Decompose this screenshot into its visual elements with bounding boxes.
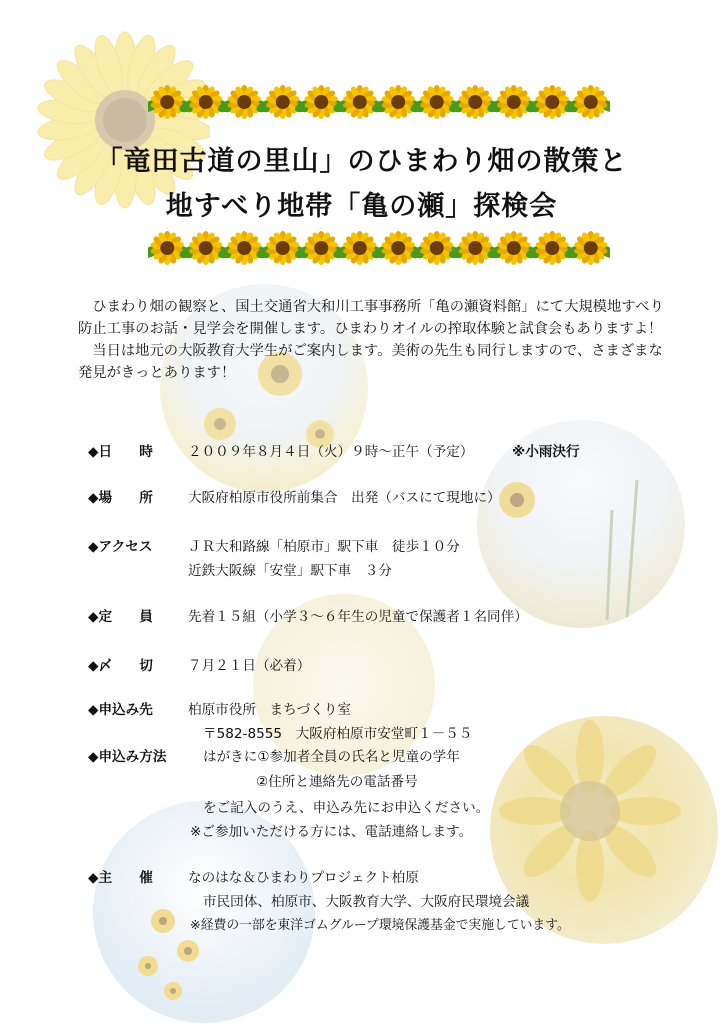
sunflower-icon	[188, 85, 223, 119]
sunflower-icon	[265, 231, 300, 265]
sunflower-icon	[535, 231, 570, 265]
sunflower-icon	[342, 231, 377, 265]
sunflower-icon	[150, 85, 185, 119]
sunflower-icon	[381, 231, 416, 265]
sunflower-icon	[342, 85, 377, 119]
capacity-label: ◆定 員	[88, 609, 153, 625]
method-label: ◆申込み方法	[88, 749, 167, 765]
sunflower-icon	[419, 85, 454, 119]
method-line-1: はがきに①参加者全員の氏名と児童の学年	[203, 749, 460, 765]
apply-to-line-1: 柏原市役所 まちづくり室	[188, 702, 351, 718]
sunflower-icon	[458, 231, 493, 265]
date-note: ※小雨決行	[512, 444, 580, 460]
sunflower-icon	[304, 231, 339, 265]
capacity-value: 先着１５組（小学３〜６年生の児童で保護者１名同伴）	[188, 609, 528, 625]
sunflower-icon	[419, 231, 454, 265]
deadline-label: ◆〆 切	[88, 658, 153, 674]
sunflower-icon	[458, 85, 493, 119]
access-line-1: ＪＲ大和路線「柏原市」駅下車 徒歩１０分	[188, 539, 460, 555]
sunflower-icon	[265, 85, 300, 119]
sunflower-icon	[496, 85, 531, 119]
place-label: ◆場 所	[88, 490, 153, 506]
intro-line: 発見がきっとあります！	[78, 365, 236, 381]
date-label: ◆日 時	[88, 444, 153, 460]
organizer-line-2: 市民団体、柏原市、大阪教育大学、大阪府民環境会議	[203, 894, 530, 910]
place-value: 大阪府柏原市役所前集合 出発（バスにて現地に）	[188, 490, 501, 506]
organizer-line-1: なのはな＆ひまわりプロジェクト柏原	[188, 870, 419, 886]
sunflower-border-bottom	[148, 226, 610, 270]
sunflower-icon	[227, 231, 262, 265]
sunflower-icon	[573, 85, 608, 119]
sunflower-icon	[381, 85, 416, 119]
sunflower-field-photo-2	[477, 420, 685, 628]
sunflower-icon	[188, 231, 223, 265]
apply-to-label: ◆申込み先	[88, 702, 153, 718]
organizer-label: ◆主 催	[88, 870, 153, 886]
method-line-4: ※ご参加いただける方には、電話連絡します。	[190, 824, 473, 840]
access-label: ◆アクセス	[88, 539, 153, 555]
apply-to-line-2: 〒582-8555 大阪府柏原市安堂町１－５５	[203, 726, 473, 742]
sunflower-icon	[227, 85, 262, 119]
sunflower-icon	[304, 85, 339, 119]
date-value: ２００９年８月４日（火）９時〜正午（予定）	[188, 444, 474, 460]
access-line-2: 近鉄大阪線「安堂」駅下車 ３分	[188, 563, 392, 579]
intro-text	[78, 296, 678, 384]
organizer-line-3: ※経費の一部を東洋ゴムグループ環境保護基金で実施しています。	[190, 918, 570, 933]
intro-line: ひまわり畑の観察と、国土交通省大和川工事事務所「亀の瀬資料館」にて大規模地すべり	[92, 299, 664, 315]
intro-line: 当日は地元の大阪教育大学生がご案内します。美術の先生も同行しますので、さまざまな	[92, 343, 663, 359]
deadline-value: ７月２１日（必着）	[188, 658, 311, 674]
sunflower-icon	[150, 231, 185, 265]
method-line-3: をご記入のうえ、申込み先にお申込ください。	[203, 800, 490, 816]
sunflower-icon	[573, 231, 608, 265]
intro-line: 防止工事のお話・見学会を開催します。ひまわりオイルの搾取体験と試食会もありますよ！	[78, 321, 663, 337]
title-line-2: 地すべり地帯「亀の瀬」探検会	[165, 191, 558, 222]
sunflower-icon	[535, 85, 570, 119]
title-line-1: 「竜田古道の里山」のひまわり畑の散策と	[95, 146, 628, 177]
sunflower-icon	[496, 231, 531, 265]
method-line-2: ②住所と連絡先の電話番号	[256, 774, 418, 790]
sunflower-border-top	[148, 80, 610, 124]
